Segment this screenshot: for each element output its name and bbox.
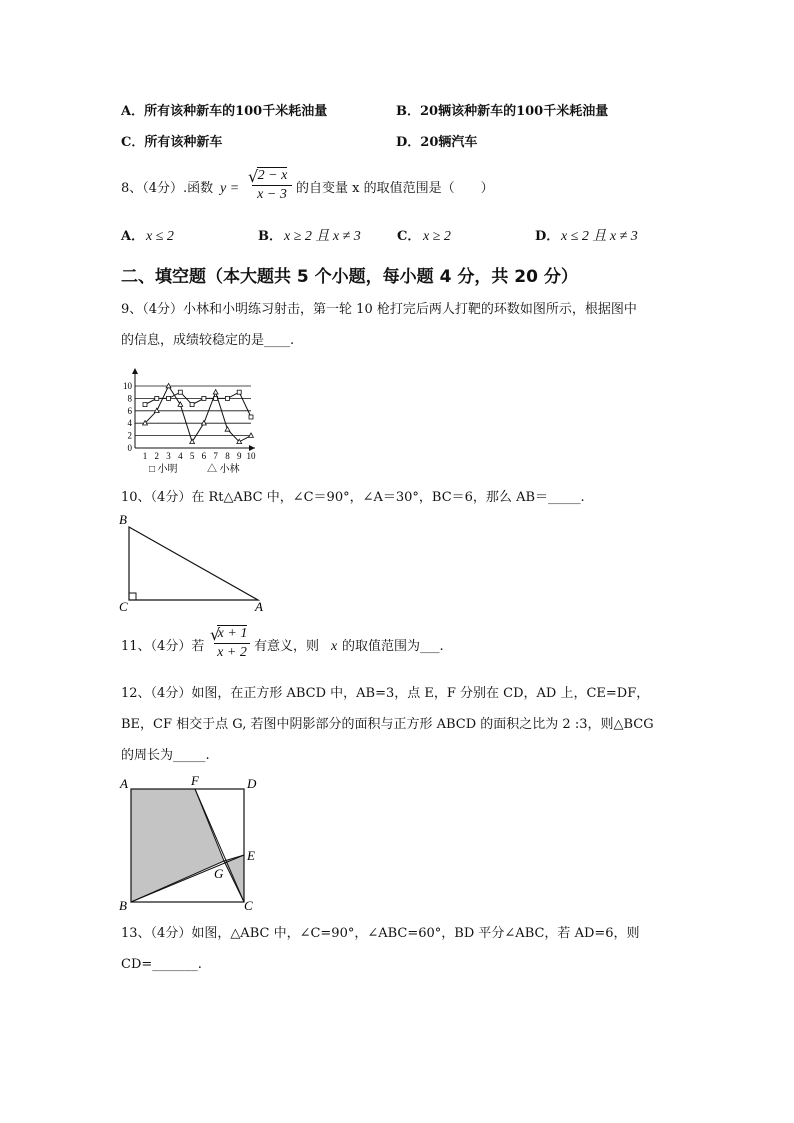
q8-y-eq: y =: [220, 181, 240, 196]
y-tick-label: 0: [127, 443, 132, 453]
x-tick-label: 6: [201, 451, 207, 461]
q12-shaded-abgf: [131, 789, 224, 902]
y-tick-label: 4: [127, 418, 132, 429]
point-triangle: [213, 390, 218, 394]
x-tick-label: 7: [213, 451, 218, 461]
y-tick-label: 2: [127, 430, 132, 441]
q8-option-b: x ≥ 2 且 x ≠ 3: [284, 229, 361, 244]
point-square: [155, 396, 159, 400]
q8-option-b-label: B．: [258, 229, 282, 244]
point-triangle: [166, 383, 171, 387]
q10-text: 10、（4分）在 Rt△ABC 中，∠C＝90°，∠A＝30°，BC＝6，那么 AB＝_____.: [121, 490, 585, 505]
q8-denominator: x − 3: [257, 187, 287, 202]
point-triangle: [201, 421, 206, 425]
q8-numerator: 2 − x: [257, 168, 288, 183]
y-axis-arrow-icon: [132, 368, 138, 374]
q8-suffix: 的自变量 x 的取值范围是（ ）: [296, 181, 494, 196]
q9-shooting-chart: [117, 364, 267, 476]
y-tick-label: 6: [127, 405, 132, 416]
q13-line-2: CD=_______.: [121, 957, 202, 972]
point-square: [202, 396, 206, 400]
q12-label-f: F: [191, 774, 199, 788]
q8-radical-icon: √: [248, 167, 259, 186]
q7-option-b: B．20辆该种新车的100千米耗油量: [396, 104, 609, 119]
point-triangle: [225, 427, 230, 431]
x-tick-label: 3: [166, 451, 171, 461]
q8-option-a-label: A．: [121, 229, 145, 244]
q11-numerator: x + 1: [217, 626, 248, 641]
legend-entry-小明: □ 小明: [149, 464, 178, 475]
q7-option-d: D．20辆汽车: [396, 135, 478, 150]
q8-option-d-label: D．: [535, 229, 560, 244]
q12-label-b: B: [119, 898, 127, 913]
section-2-title: 二、填空题（本大题共 5 个小题，每小题 4 分，共 20 分）: [121, 267, 578, 287]
q8-option-c-label: C．: [397, 229, 421, 244]
q13-line-1: 13、（4分）如图，△ABC 中，∠C=90°，∠ABC=60°，BD 平分∠ABC，若 AD=6，则: [121, 926, 640, 941]
q12-line-3: 的周长为_____.: [121, 748, 210, 763]
q8-option-c: x ≥ 2: [423, 229, 451, 244]
q11-var: x: [331, 639, 338, 654]
x-tick-label: 8: [225, 451, 230, 461]
y-tick-label: 10: [123, 381, 132, 391]
q11-denominator: x + 2: [217, 645, 247, 660]
q12-square-figure: [116, 774, 266, 914]
q7-option-c: C．所有该种新车: [121, 135, 223, 150]
x-tick-label: 10: [246, 451, 256, 461]
q8-prefix: 8、（4分）.函数: [121, 181, 214, 196]
q10-triangle-figure: [116, 512, 276, 612]
point-square: [237, 390, 241, 394]
q12-label-d: D: [247, 776, 257, 791]
q9-line-1: 9、（4分）小林和小明练习射击，第一轮 10 枪打完后两人打靶的环数如图所示，根据图中: [121, 302, 637, 317]
series-line-小明: [145, 392, 251, 417]
x-tick-label: 9: [236, 451, 242, 461]
q12-line-2: BE，CF 相交于点 G, 若图中阴影部分的面积与正方形 ABCD 的面积之比为 2 :3，则△BCG: [121, 717, 654, 732]
y-tick-label: 8: [127, 393, 132, 404]
q7-option-a: A．所有该种新车的100千米耗油量: [121, 104, 328, 119]
q12-label-a: A: [120, 776, 128, 791]
q10-triangle: [129, 527, 258, 600]
q10-right-angle-mark: [129, 593, 136, 600]
legend-entry-小林: △ 小林: [207, 464, 240, 475]
x-tick-label: 5: [189, 451, 195, 461]
q12-label-e: E: [247, 848, 255, 863]
q11-fraction: [214, 626, 250, 661]
q11-suffix-pre: 有意义，则: [254, 639, 320, 654]
q10-label-c: C: [119, 599, 128, 612]
point-square: [190, 403, 194, 407]
q10-label-a: A: [255, 599, 263, 612]
q8-option-d: x ≤ 2 且 x ≠ 3: [561, 229, 638, 244]
q12-label-c: C: [244, 898, 253, 913]
point-square: [249, 415, 253, 419]
point-square: [225, 396, 229, 400]
point-square: [143, 403, 147, 407]
q9-line-2: 的信息，成绩较稳定的是____.: [121, 333, 295, 348]
q12-label-g: G: [214, 866, 224, 881]
x-tick-label: 2: [154, 451, 160, 461]
point-square: [167, 396, 171, 400]
q8-option-a: x ≤ 2: [146, 229, 174, 244]
q12-line-1: 12、（4分）如图，在正方形 ABCD 中，AB=3，点 E，F 分别在 CD，AD 上，CE=DF，: [121, 686, 650, 701]
q11-prefix: 11、（4分）若: [121, 639, 205, 654]
x-tick-label: 4: [178, 451, 183, 461]
q10-label-b: B: [119, 512, 127, 527]
q11-radical-icon: √: [210, 625, 221, 644]
point-square: [178, 390, 182, 394]
q11-suffix-post: 的取值范围为___.: [342, 639, 444, 654]
x-tick-label: 1: [142, 451, 148, 461]
